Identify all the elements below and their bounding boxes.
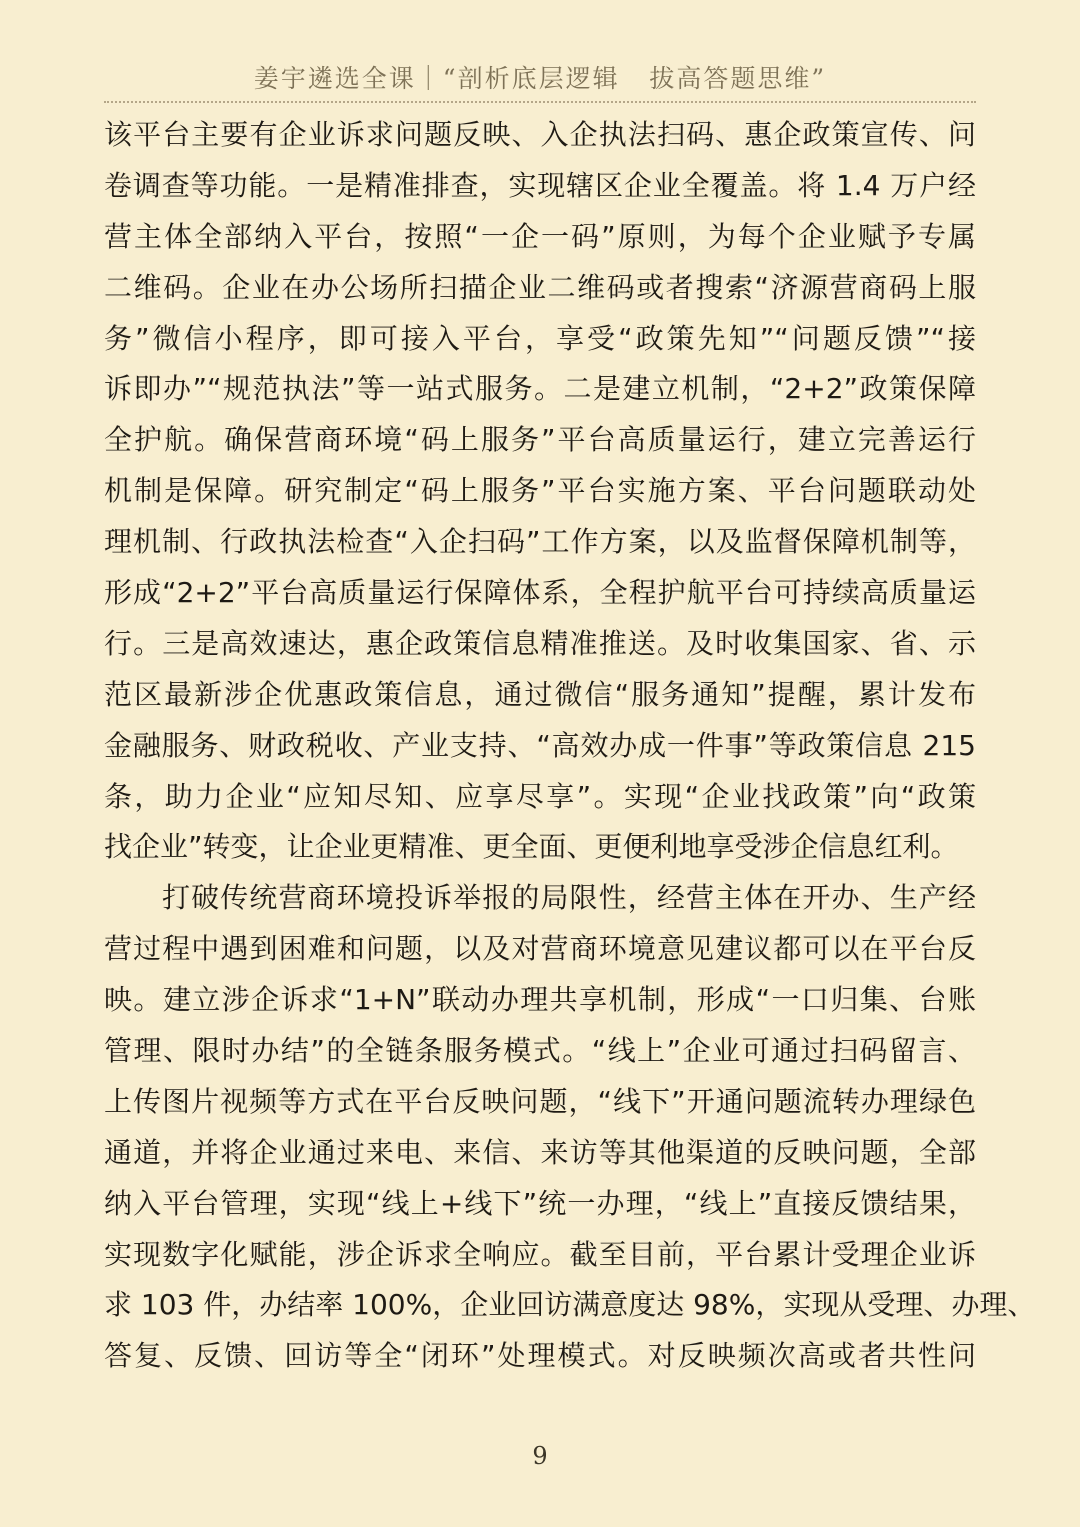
- text-line: 求 103 件，办结率 100%，企业回访满意度达 98%，实现从受理、办理、: [104, 1288, 1036, 1322]
- text-line: 金融服务、财政税收、产业支持、“高效办成一件事”等政策信息 215: [104, 728, 976, 762]
- text-line: 条，助力企业“应知尽知、应享尽享”。实现“企业找政策”向“政策: [104, 779, 976, 813]
- text-line: 范区最新涉企优惠政策信息，通过微信“服务通知”提醒，累计发布: [104, 677, 976, 711]
- text-line: 形成“2+2”平台高质量运行保障体系，全程护航平台可持续高质量运: [104, 576, 976, 610]
- text-line: 诉即办”“规范执法”等一站式服务。二是建立机制，“2+2”政策保障: [104, 372, 976, 406]
- text-line: 机制是保障。研究制定“码上服务”平台实施方案、平台问题联动处: [104, 474, 976, 508]
- text-line: 理机制、行政执法检查“入企扫码”工作方案，以及监督保障机制等，: [104, 525, 976, 559]
- text-line: 打破传统营商环境投诉举报的局限性，经营主体在开办、生产经: [162, 881, 976, 915]
- paragraph-2: [104, 873, 1036, 1382]
- text-line: 务”微信小程序，即可接入平台，享受“政策先知”“问题反馈”“接: [104, 321, 976, 355]
- text-line: 找企业”转变，让企业更精准、更全面、更便利地享受涉企信息红利。: [104, 830, 959, 864]
- text-line: 答复、反馈、回访等全“闭环”处理模式。对反映频次高或者共性问: [104, 1339, 976, 1373]
- text-line: 全护航。确保营商环境“码上服务”平台高质量运行，建立完善运行: [104, 423, 976, 457]
- body-text: [104, 110, 1036, 1382]
- running-header: 姜宇遴选全课｜“剖析底层逻辑 拔高答题思维”: [253, 64, 827, 93]
- text-line: 上传图片视频等方式在平台反映问题，“线下”开通问题流转办理绿色: [104, 1084, 976, 1118]
- header-divider: [104, 101, 976, 103]
- page-number: 9: [532, 1442, 548, 1470]
- text-line: 卷调查等功能。一是精准排查，实现辖区企业全覆盖。将 1.4 万户经: [104, 168, 976, 202]
- text-line: 管理、限时办结”的全链条服务模式。“线上”企业可通过扫码留言、: [104, 1034, 976, 1068]
- text-line: 纳入平台管理，实现“线上+线下”统一办理，“线上”直接反馈结果，: [104, 1186, 976, 1220]
- text-line: 营主体全部纳入平台，按照“一企一码”原则，为每个企业赋予专属: [104, 219, 976, 253]
- text-line: 实现数字化赋能，涉企诉求全响应。截至目前，平台累计受理企业诉: [104, 1237, 976, 1271]
- text-line: 该平台主要有企业诉求问题反映、入企执法扫码、惠企政策宣传、问: [104, 118, 976, 151]
- text-line: 二维码。企业在办公场所扫描企业二维码或者搜索“济源营商码上服: [104, 270, 976, 304]
- text-line: 映。建立涉企诉求“1+N”联动办理共享机制，形成“一口归集、台账: [104, 983, 976, 1017]
- paragraph-1: [104, 110, 976, 873]
- text-line: 行。三是高效速达，惠企政策信息精准推送。及时收集国家、省、示: [104, 626, 976, 660]
- text-line: 通道，并将企业通过来电、来信、来访等其他渠道的反映问题，全部: [104, 1135, 976, 1169]
- text-line: 营过程中遇到困难和问题，以及对营商环境意见建议都可以在平台反: [104, 932, 976, 966]
